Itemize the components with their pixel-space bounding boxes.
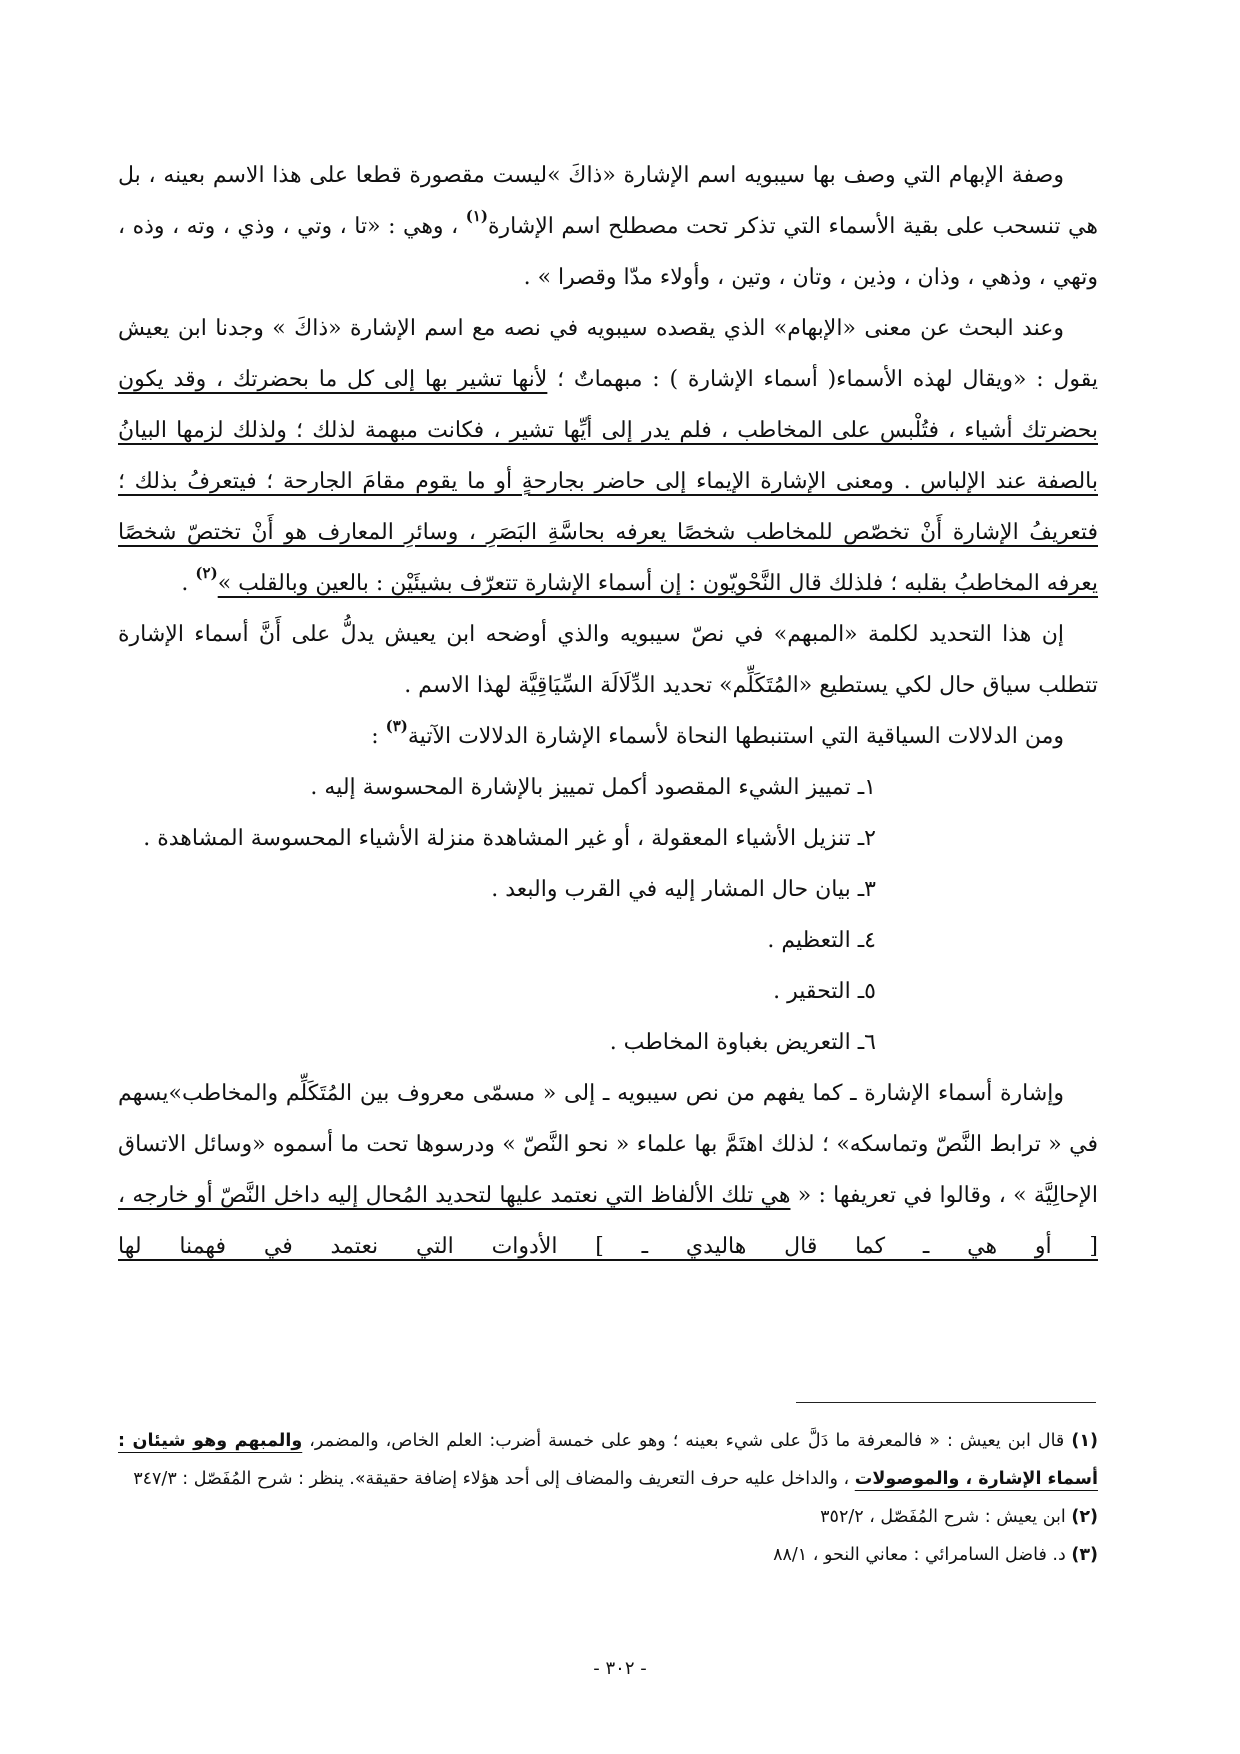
footnote-emphasis: والمبهم وهو شيئان : أسماء الإشارة ، والموصولات xyxy=(118,1431,1098,1489)
footnote-ref-1[interactable]: (١) xyxy=(465,206,488,225)
paragraph-3: إن هذا التحديد لكلمة «المبهم» في نصّ سيبويه والذي أوضحه ابن يعيش يدلُّ على أَنَّ أسماء الإشارة تتطلب سياق حال لكي يستطيع «المُتَكَلِّم» تحديد الدِّلَالَة السِّيَاقِيَّة لهذا الاسم . xyxy=(118,622,1098,698)
footnote-separator xyxy=(796,1402,1096,1403)
list-item: ٦ـ التعريض بغباوة المخاطب . xyxy=(609,1030,876,1055)
paragraph-4-tail: : xyxy=(371,724,386,749)
paragraph-5-text: وإشارة أسماء الإشارة ـ كما يفهم من نص سيبويه ـ إلى « مسمّى معروف بين المُتَكَلِّم والمخاطب»يسهم في « ترابط النَّصّ وتماسكه» ؛ لذلك اهتَمَّ بها علماء « نحو النَّصّ » ودرسوها تحت ما أسموه «وسائل الاتساق الإحالِيَّة » ، وقالوا في تعريفها : « xyxy=(118,1081,1098,1208)
footnote-number: (٣) xyxy=(1071,1545,1098,1565)
paragraph-5 xyxy=(118,1068,1098,1272)
paragraph-2 xyxy=(118,303,1098,609)
paragraph-1-tail: ، وهي : «تا ، وتي ، وذي ، وته ، وذه ، وتهي ، وذهي ، وذان ، وذين ، وتان ، وتين ، وأولاء مدّا وقصرا » . xyxy=(118,214,1098,290)
quote-definition: هي تلك الألفاظ التي نعتمد عليها لتحديد المُحال إليه داخل النَّصّ أو خارجه ، [ أو هي ـ كما قال هاليدي ـ ] الأدوات التي نعتمد في فهمنا لها xyxy=(118,1183,1098,1259)
footnote-ref-3[interactable]: (٣) xyxy=(385,716,408,735)
footnote-text: ابن يعيش : شرح المُفَصّل ، ٣٥٢/٢ xyxy=(820,1507,1072,1527)
list-item: ٥ـ التحقير . xyxy=(773,979,876,1004)
footnote-text: د. فاضل السامرائي : معاني النحو ، ٨٨/١ xyxy=(773,1545,1072,1565)
paragraph-4 xyxy=(118,711,1098,762)
footnote-number: (٢) xyxy=(1071,1507,1098,1527)
paragraph-2-tail: . xyxy=(181,571,196,596)
paragraph-1 xyxy=(118,150,1098,303)
semantics-list xyxy=(118,762,1098,1068)
list-item: ٢ـ تنزيل الأشياء المعقولة ، أو غير المشاهدة منزلة الأشياء المحسوسة المشاهدة . xyxy=(143,826,876,851)
quote-ibn-yaish: لأنها تشير بها إلى كل ما بحضرتك ، وقد يكون بحضرتك أشياء ، فتُلْبس على المخاطب ، فلم يدر إلى أيِّها تشير ، فكانت مبهمة لذلك ؛ ولذلك لزمها البيانُ بالصفة عند الإلباس . ومعنى الإشارة الإيماء إلى حاضر بجارحةٍ أو ما يقوم مقامَ الجارحة ؛ فيتعرفُ بذلك ؛ فتعريفُ الإشارة أَنْ تخصّص للمخاطب شخصًا يعرفه بحاسَّةِ البَصَرِ ، وسائرِ المعارف هو أَنْ تختصّ شخصًا يعرفه المخاطبُ بقلبه ؛ فلذلك قال النَّحْويّون : إن أسماء الإشارة تتعرّف بشيئَيْن : بالعين وبالقلب » xyxy=(118,367,1098,596)
list-item: ٤ـ التعظيم . xyxy=(767,928,876,953)
main-text xyxy=(118,150,1098,1272)
paragraph-4-text: ومن الدلالات السياقية التي استنبطها النحاة لأسماء الإشارة الدلالات الآتية xyxy=(407,724,1064,749)
list-item: ٣ـ بيان حال المشار إليه في القرب والبعد . xyxy=(491,877,876,902)
footnote-3 xyxy=(118,1536,1098,1574)
list-item: ١ـ تمييز الشيء المقصود أكمل تمييز بالإشارة المحسوسة إليه . xyxy=(310,775,876,800)
footnote-1 xyxy=(118,1422,1098,1498)
footnote-ref-2[interactable]: (٢) xyxy=(195,563,218,582)
page-number: - ٣٠٢ - xyxy=(593,1658,647,1679)
footnote-text: قال ابن يعيش : « فالمعرفة ما دَلَّ على شيء بعينه ؛ وهو على خمسة أضرب: العلم الخاص، والمضمر، xyxy=(302,1431,1072,1451)
footnote-2 xyxy=(118,1498,1098,1536)
footnote-number: (١) xyxy=(1071,1431,1098,1451)
paragraph-1-text: وصفة الإبهام التي وصف بها سيبويه اسم الإشارة «ذاكَ »ليست مقصورة قطعا على هذا الاسم بعينه ، بل هي تنسحب على بقية الأسماء التي تذكر تحت مصطلح اسم الإشارة xyxy=(118,163,1098,239)
footnotes xyxy=(118,1422,1098,1574)
paragraph-2-text: وعند البحث عن معنى «الإبهام» الذي يقصده سيبويه في نصه مع اسم الإشارة «ذاكَ » وجدنا ابن يعيش يقول : «ويقال لهذه الأسماء( أسماء الإشارة ) : مبهماتٌ ؛ xyxy=(118,316,1098,392)
footnote-text: ، والداخل عليه حرف التعريف والمضاف إلى أحد هؤلاء إضافة حقيقة». ينظر : شرح المُفَصّل : ٣٤٧/٣ xyxy=(133,1469,855,1489)
